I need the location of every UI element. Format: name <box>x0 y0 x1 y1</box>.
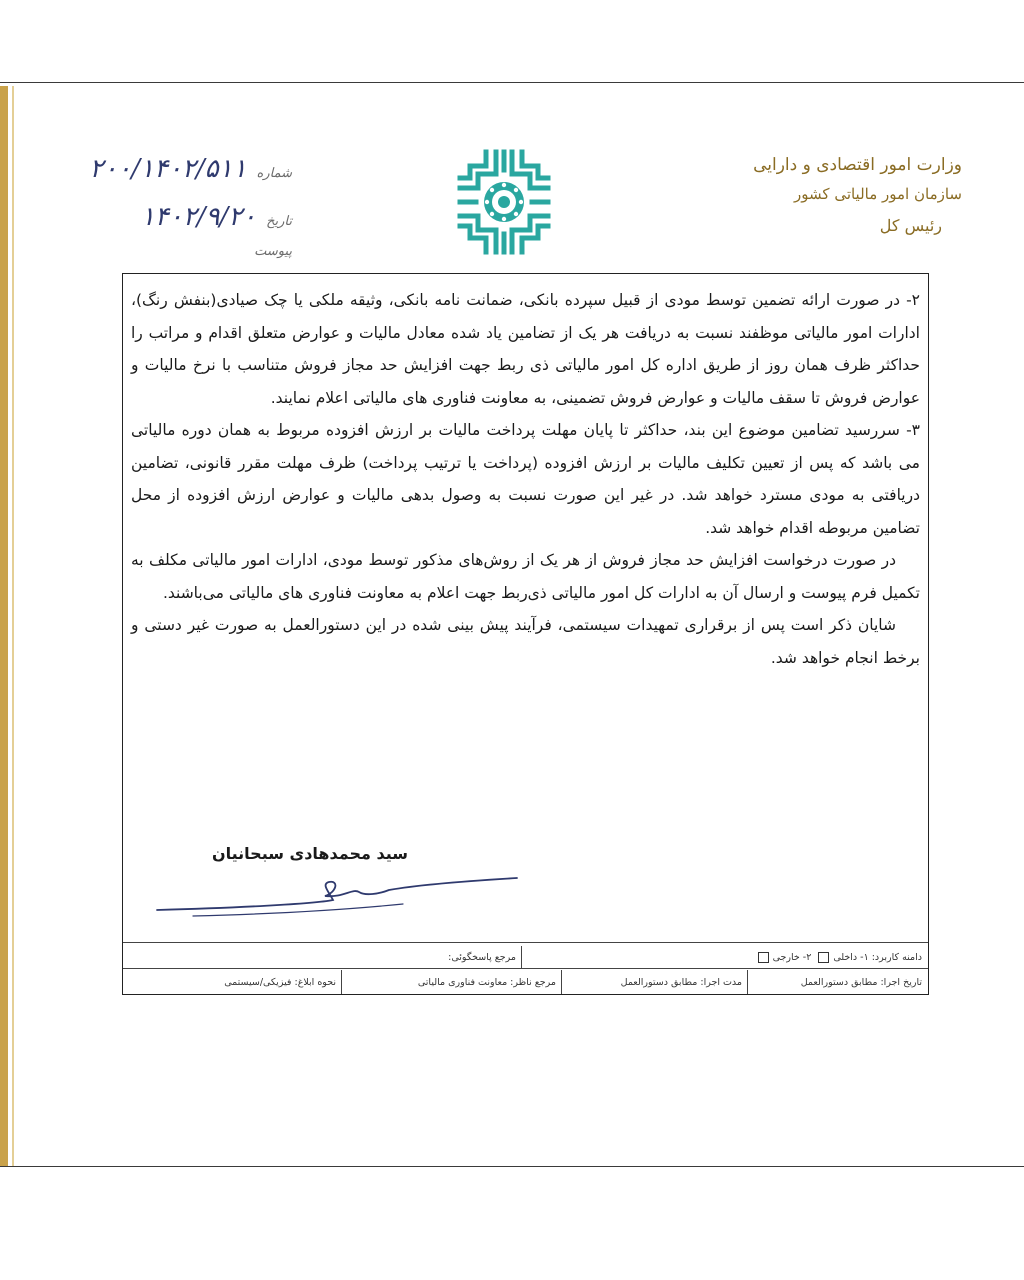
page-edge-top <box>0 82 1024 83</box>
letterhead <box>732 152 962 238</box>
response-ref-cell <box>123 946 522 968</box>
scope-label: دامنه کاربرد: <box>871 951 922 963</box>
number-label: شماره <box>256 166 292 181</box>
supervisor-ref-cell <box>342 970 562 994</box>
paragraph-note: شایان ذکر است پس از برقراری تمهیدات سیستمی، فرآیند پیش بینی شده در این دستورالعمل به صورت غیر دستی و برخط انجام خواهد شد. <box>131 616 920 667</box>
scope-cell <box>522 946 928 968</box>
date-label: تاریخ <box>266 214 292 229</box>
organization-name: سازمان امور مالیاتی کشور <box>794 185 962 203</box>
letter-date: ۱۴۰۲/۹/۲۰ <box>140 202 257 232</box>
letter-meta <box>89 150 292 270</box>
handwritten-signature <box>153 874 523 924</box>
top-margin <box>0 0 1024 82</box>
tax-organization-emblem-icon <box>456 148 552 256</box>
exec-period-cell <box>562 970 748 994</box>
scope-internal-checkbox <box>818 952 829 963</box>
notify-method-cell <box>123 970 342 994</box>
letter-number: ۲۰۰/۱۴۰۲/۵۱۱ <box>89 154 247 184</box>
paragraph-2: ۲- در صورت ارائه تضمین توسط مودی از قبیل سپرده بانکی، ضمانت نامه بانکی، وثیقه ملکی یا چک صیادی(بنفش رنگ)، ادارات امور مالیاتی موظفند نسبت به دریافت هر یک از تضامین یاد شده معادل مالیات و عوارض متعلق اقدام و مراتب را حداکثر ظرف همان روز از طریق اداره کل امور مالیاتی ذی ربط جهت افزایش حد مجاز فروش متناسب با نرخ مالیات و عوارض فروش تا سقف مالیات و عوارض فروش تضمینی، به معاونت فناوری های مالیاتی اعلام نمایند. <box>131 291 920 407</box>
gold-border-inner <box>12 86 14 1166</box>
attachment-label: پیوست <box>254 244 292 259</box>
supervisor-ref: مرجع ناظر: معاونت فناوری مالیاتی <box>417 976 556 988</box>
exec-date-cell <box>748 970 928 994</box>
footer-row-2 <box>123 970 928 994</box>
bottom-margin <box>0 1167 1024 1280</box>
head-title: رئیس کل <box>879 216 942 235</box>
ministry-name: وزارت امور اقتصادی و دارایی <box>753 155 962 175</box>
footer-rule-middle <box>123 968 928 969</box>
footer-row-1 <box>123 946 928 968</box>
scope-external: ۲- خارجی <box>772 951 812 963</box>
scope-internal: ۱- داخلی <box>833 951 869 963</box>
response-ref: مرجع پاسخگوئی: <box>448 951 516 963</box>
exec-date: تاریخ اجرا: مطابق دستورالعمل <box>800 976 922 988</box>
letter-number-row <box>89 154 292 184</box>
attachment-row <box>254 244 292 259</box>
letter-body-frame <box>122 273 929 995</box>
exec-period: مدت اجرا: مطابق دستورالعمل <box>620 976 742 988</box>
gold-border <box>0 86 8 1166</box>
signer-name: سید محمدهادی سبحانیان <box>211 844 408 863</box>
footer-rule <box>123 942 928 943</box>
letter-date-row <box>141 202 292 232</box>
paragraph-3: ۳- سررسید تضامین موضوع این بند، حداکثر تا پایان مهلت پرداخت مالیات بر ارزش افزوده مربوط به همان دوره مالیاتی می باشد که پس از تعیین تکلیف مالیات بر ارزش افزوده (پرداخت یا ترتیب پرداخت) ظرف مهلت مقرر قانونی، تضامین دریافتی به مودی مسترد خواهد شد. در غیر این صورت نسبت به وصول بدهی مالیات و عوارض ارزش افزوده از محل تضامین مربوطه اقدام خواهد شد. <box>131 421 920 537</box>
paragraph-request: در صورت درخواست افزایش حد مجاز فروش از هر یک از روش‌های مذکور توسط مودی، ادارات امور مالیاتی مکلف به تکمیل فرم پیوست و ارسال آن به ادارات کل امور مالیاتی ذی‌ربط جهت اعلام به معاونت فناوری های مالیاتی می‌باشند. <box>131 551 920 602</box>
letter-body <box>131 284 920 674</box>
notify-method: نحوه ابلاغ: فیزیکی/سیستمی <box>224 976 336 988</box>
scope-external-checkbox <box>758 952 769 963</box>
